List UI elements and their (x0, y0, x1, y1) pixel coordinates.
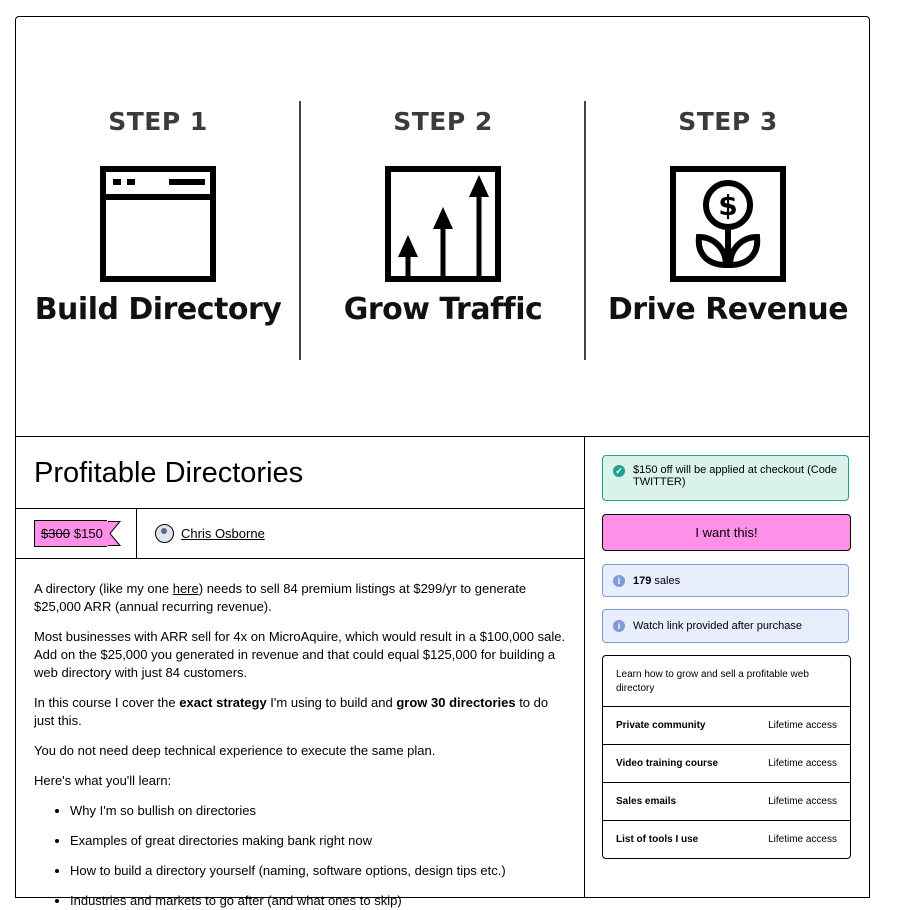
description-paragraph: Most businesses with ARR sell for 4x on MicroAquire, which would result in a $100,000 sale. Add on the $25,000 you generated in revenue and that could equal $125,000 for building a web directory with just 84 customers. (34, 629, 566, 680)
rising-arrows-icon (384, 165, 502, 283)
list-item: • How to build a directory yourself (naming, software options, design tips etc.) (70, 862, 566, 880)
list-item: • Examples of great directories making bank right now (70, 832, 566, 850)
step-grow (301, 17, 585, 436)
step-title: Drive Revenue (607, 292, 849, 327)
here-link[interactable]: here (172, 581, 199, 596)
product-title: Profitable Directories (34, 457, 304, 489)
attribute-row (603, 821, 850, 858)
meta-row (16, 509, 584, 559)
attribute-name: Video training course (616, 758, 719, 769)
price-cell (16, 509, 137, 558)
cover-image (16, 17, 869, 437)
description-paragraph: In this course I cover the exact strategy I'm using to build and grow 30 directories to do just this. (34, 695, 549, 728)
attribute-name: Private community (616, 720, 706, 731)
product-card (15, 16, 870, 908)
attribute-row (603, 707, 850, 745)
browser-window-icon (99, 165, 217, 283)
product-summary: Learn how to grow and sell a profitable web directory (603, 656, 850, 707)
info-icon: i (613, 620, 625, 632)
svg-text:$: $ (718, 189, 738, 222)
product-details (602, 655, 851, 859)
attribute-value: Lifetime access (768, 758, 837, 769)
watch-link-notice (602, 609, 849, 643)
avatar (155, 524, 174, 543)
description-paragraph: A directory (like my one here) needs to sell 84 premium listings at $299/yr to generate $25,000 ARR (annual recurring revenue). (34, 581, 527, 614)
attribute-name: List of tools I use (616, 834, 699, 845)
sales-count: 179 (633, 574, 652, 587)
list-item: • Why I'm so bullish on directories (70, 802, 566, 820)
info-icon: i (613, 575, 625, 587)
description-paragraph: You do not need deep technical experience to execute the same plan. (34, 743, 436, 758)
attribute-name: Sales emails (616, 796, 677, 807)
author-name[interactable]: Chris Osborne (181, 526, 265, 541)
author-link[interactable] (155, 524, 265, 543)
original-price: $300 (41, 526, 70, 541)
product-main (16, 437, 585, 908)
step-title: Build Directory (34, 292, 282, 327)
product-description (16, 559, 584, 910)
learn-list (34, 802, 566, 910)
description-paragraph: Here's what you'll learn: (34, 773, 172, 788)
title-row (16, 437, 584, 509)
step-build (16, 17, 300, 436)
price-tag-tail-icon (107, 521, 121, 546)
sales-count-text: 179 sales (633, 574, 681, 587)
discounted-price: $150 (73, 526, 103, 541)
attribute-value: Lifetime access (768, 796, 837, 807)
step-revenue (586, 17, 870, 436)
buy-button[interactable]: I want this! (602, 514, 851, 551)
money-plant-icon (669, 165, 787, 283)
sales-count-notice (602, 564, 849, 597)
price-tag (34, 521, 121, 546)
watch-link-text: Watch link provided after purchase (633, 620, 802, 632)
price-badge (34, 520, 107, 547)
discount-notice (602, 455, 849, 501)
step-label: STEP 3 (678, 107, 778, 136)
attribute-row (603, 783, 850, 821)
purchase-sidebar (585, 437, 869, 897)
step-label: STEP 1 (108, 107, 208, 136)
step-title: Grow Traffic (343, 292, 543, 327)
list-item: • Industries and markets to go after (and what ones to skip) (70, 892, 566, 910)
attribute-row (603, 745, 850, 783)
attribute-value: Lifetime access (768, 720, 837, 731)
check-circle-icon: ✓ (613, 465, 625, 477)
step-label: STEP 2 (393, 107, 493, 136)
attribute-value: Lifetime access (768, 834, 837, 845)
discount-notice-text: $150 off will be applied at checkout (Code TWITTER) (633, 464, 838, 488)
